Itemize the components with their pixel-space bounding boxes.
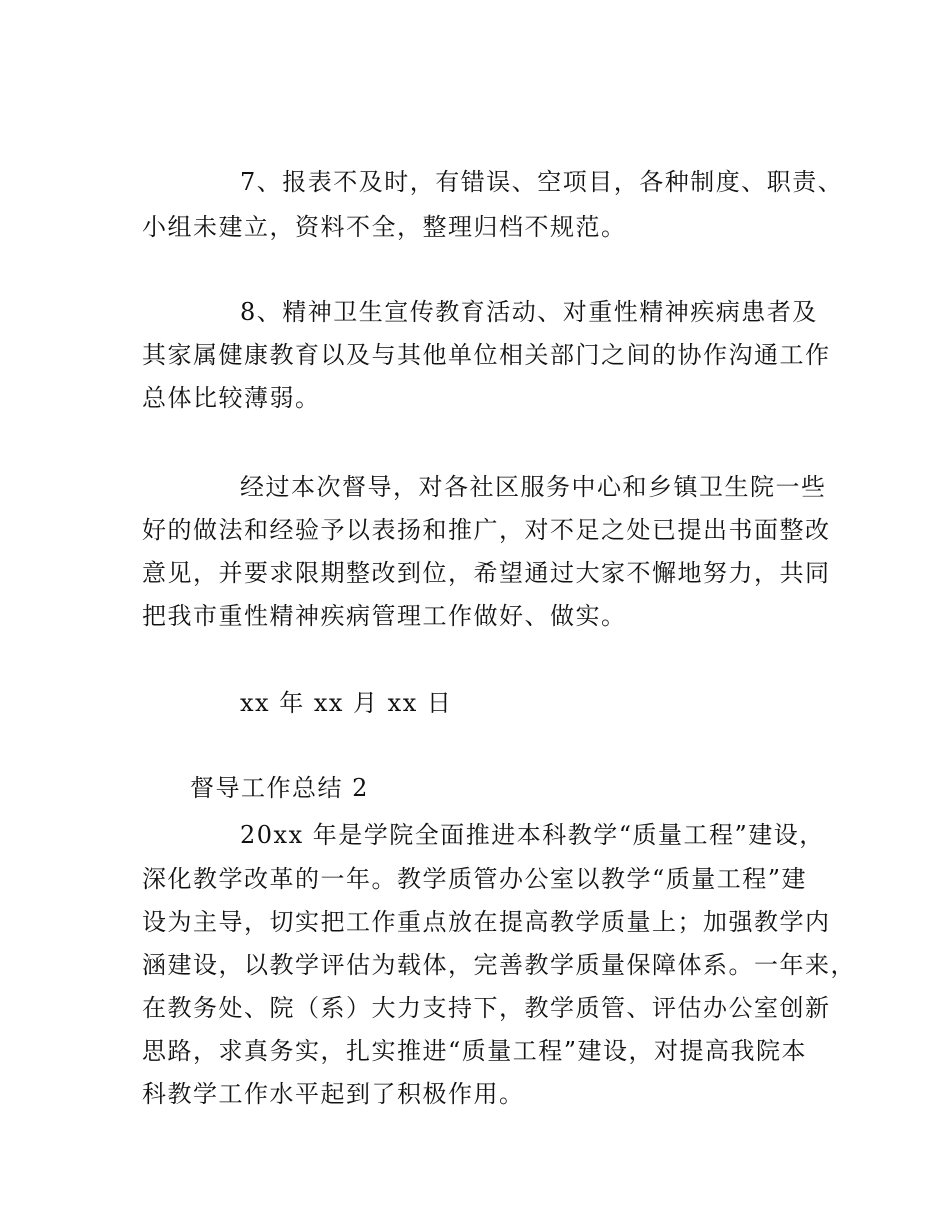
paragraph-line: 思路，求真务实，扎实推进“质量工程”建设，对提高我院本 [142, 1037, 808, 1065]
paragraph-line: 意见，并要求限期整改到位，希望通过大家不懈地努力，共同 [142, 559, 831, 587]
paragraph-line: 好的做法和经验予以表扬和推广，对不足之处已提出书面整改 [142, 516, 831, 544]
paragraph-line: 总体比较薄弱。 [142, 384, 321, 412]
paragraph-line: 7、报表不及时，有错误、空项目，各种制度、职责、 [240, 168, 844, 196]
paragraph-line: 其家属健康教育以及与其他单位相关部门之间的协作沟通工作 [142, 341, 831, 369]
document-date: xx 年 xx 月 xx 日 [240, 689, 453, 717]
paragraph-line: 涵建设，以教学评估为载体，完善教学质量保障体系。一年来， [142, 951, 856, 979]
paragraph-line: 设为主导，切实把工作重点放在提高教学质量上；加强教学内 [142, 908, 831, 936]
section-title: 督导工作总结 2 [190, 774, 369, 802]
paragraph-line: 8、精神卫生宣传教育活动、对重性精神疾病患者及 [240, 298, 818, 326]
paragraph-line: 深化教学改革的一年。教学质管办公室以教学“质量工程”建 [142, 865, 808, 893]
paragraph-line: 在教务处、院（系）大力支持下，教学质管、评估办公室创新 [142, 994, 831, 1022]
paragraph-line: 科教学工作水平起到了积极作用。 [142, 1080, 525, 1108]
paragraph-line: 把我市重性精神疾病管理工作做好、做实。 [142, 602, 627, 630]
paragraph-line: 20xx 年是学院全面推进本科教学“质量工程”建设， [240, 821, 825, 849]
paragraph-line: 小组未建立，资料不全，整理归档不规范。 [142, 213, 627, 241]
paragraph-line: 经过本次督导，对各社区服务中心和乡镇卫生院一些 [240, 473, 827, 501]
